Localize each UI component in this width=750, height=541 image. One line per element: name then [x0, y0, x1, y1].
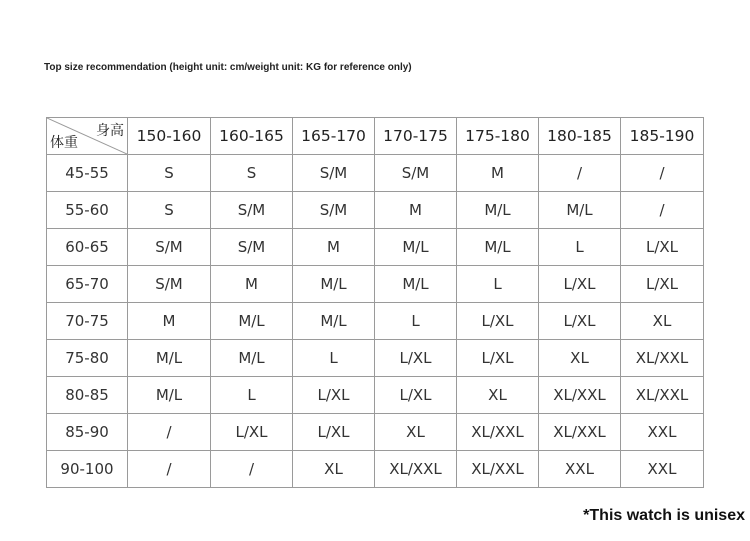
size-cell: XL [539, 340, 621, 377]
size-cell: M/L [211, 340, 293, 377]
size-cell: L [293, 340, 375, 377]
size-cell: / [128, 414, 211, 451]
table-caption: Top size recommendation (height unit: cm/weight unit: KG for reference only) [44, 62, 412, 73]
size-cell: XL/XXL [539, 377, 621, 414]
size-cell: L/XL [293, 414, 375, 451]
size-cell: M/L [293, 303, 375, 340]
size-cell: XL/XXL [621, 340, 704, 377]
size-cell: M/L [293, 266, 375, 303]
size-cell: / [211, 451, 293, 488]
height-header: 185-190 [621, 118, 704, 155]
size-cell: XXL [621, 414, 704, 451]
size-cell: L [211, 377, 293, 414]
height-axis-label: 身高 [96, 123, 124, 139]
size-cell: L/XL [539, 266, 621, 303]
weight-cell: 45-55 [47, 155, 128, 192]
size-cell: XL/XXL [375, 451, 457, 488]
table-row [47, 340, 704, 377]
size-cell: XXL [539, 451, 621, 488]
size-cell: M [128, 303, 211, 340]
table-row [47, 155, 704, 192]
table-row [47, 377, 704, 414]
size-cell: XL/XXL [457, 451, 539, 488]
weight-cell: 75-80 [47, 340, 128, 377]
size-cell: L [457, 266, 539, 303]
size-cell: XXL [621, 451, 704, 488]
table-row [47, 414, 704, 451]
height-header: 165-170 [293, 118, 375, 155]
weight-cell: 85-90 [47, 414, 128, 451]
unisex-note: *This watch is unisex [583, 507, 745, 524]
weight-cell: 65-70 [47, 266, 128, 303]
table-row [47, 192, 704, 229]
table-row [47, 266, 704, 303]
size-cell: S/M [211, 192, 293, 229]
size-cell: / [621, 155, 704, 192]
header-row [47, 118, 704, 155]
size-cell: L [375, 303, 457, 340]
height-header: 170-175 [375, 118, 457, 155]
size-cell: L/XL [293, 377, 375, 414]
size-cell: L [539, 229, 621, 266]
size-cell: / [621, 192, 704, 229]
size-cell: L/XL [375, 340, 457, 377]
size-cell: M [211, 266, 293, 303]
size-cell: XL/XXL [457, 414, 539, 451]
height-header: 180-185 [539, 118, 621, 155]
size-cell: / [128, 451, 211, 488]
size-cell: S [211, 155, 293, 192]
size-cell: L/XL [621, 229, 704, 266]
size-cell: XL/XXL [539, 414, 621, 451]
size-cell: XL [293, 451, 375, 488]
corner-header-cell [47, 118, 128, 155]
size-recommendation-table [46, 117, 704, 488]
weight-axis-label: 体重 [50, 135, 78, 151]
size-cell: L/XL [621, 266, 704, 303]
size-cell: M/L [375, 229, 457, 266]
weight-cell: 55-60 [47, 192, 128, 229]
size-cell: M/L [457, 192, 539, 229]
size-cell: L/XL [375, 377, 457, 414]
size-cell: S/M [293, 192, 375, 229]
height-header: 175-180 [457, 118, 539, 155]
weight-cell: 80-85 [47, 377, 128, 414]
size-cell: M/L [457, 229, 539, 266]
size-cell: S [128, 192, 211, 229]
size-cell: S/M [211, 229, 293, 266]
table-row [47, 451, 704, 488]
size-cell: L/XL [539, 303, 621, 340]
size-cell: S/M [375, 155, 457, 192]
size-cell: M [293, 229, 375, 266]
table-row [47, 229, 704, 266]
size-cell: / [539, 155, 621, 192]
size-cell: M [375, 192, 457, 229]
size-cell: XL [621, 303, 704, 340]
size-cell: M [457, 155, 539, 192]
weight-cell: 90-100 [47, 451, 128, 488]
size-cell: S [128, 155, 211, 192]
size-cell: L/XL [457, 303, 539, 340]
size-cell: XL [457, 377, 539, 414]
size-cell: M/L [539, 192, 621, 229]
table-row [47, 303, 704, 340]
size-cell: M/L [375, 266, 457, 303]
height-header: 160-165 [211, 118, 293, 155]
weight-cell: 70-75 [47, 303, 128, 340]
size-cell: M/L [211, 303, 293, 340]
height-header: 150-160 [128, 118, 211, 155]
size-cell: L/XL [457, 340, 539, 377]
weight-cell: 60-65 [47, 229, 128, 266]
size-cell: S/M [128, 229, 211, 266]
size-cell: M/L [128, 377, 211, 414]
size-cell: XL/XXL [621, 377, 704, 414]
size-cell: S/M [128, 266, 211, 303]
size-cell: XL [375, 414, 457, 451]
size-cell: L/XL [211, 414, 293, 451]
size-cell: S/M [293, 155, 375, 192]
size-cell: M/L [128, 340, 211, 377]
